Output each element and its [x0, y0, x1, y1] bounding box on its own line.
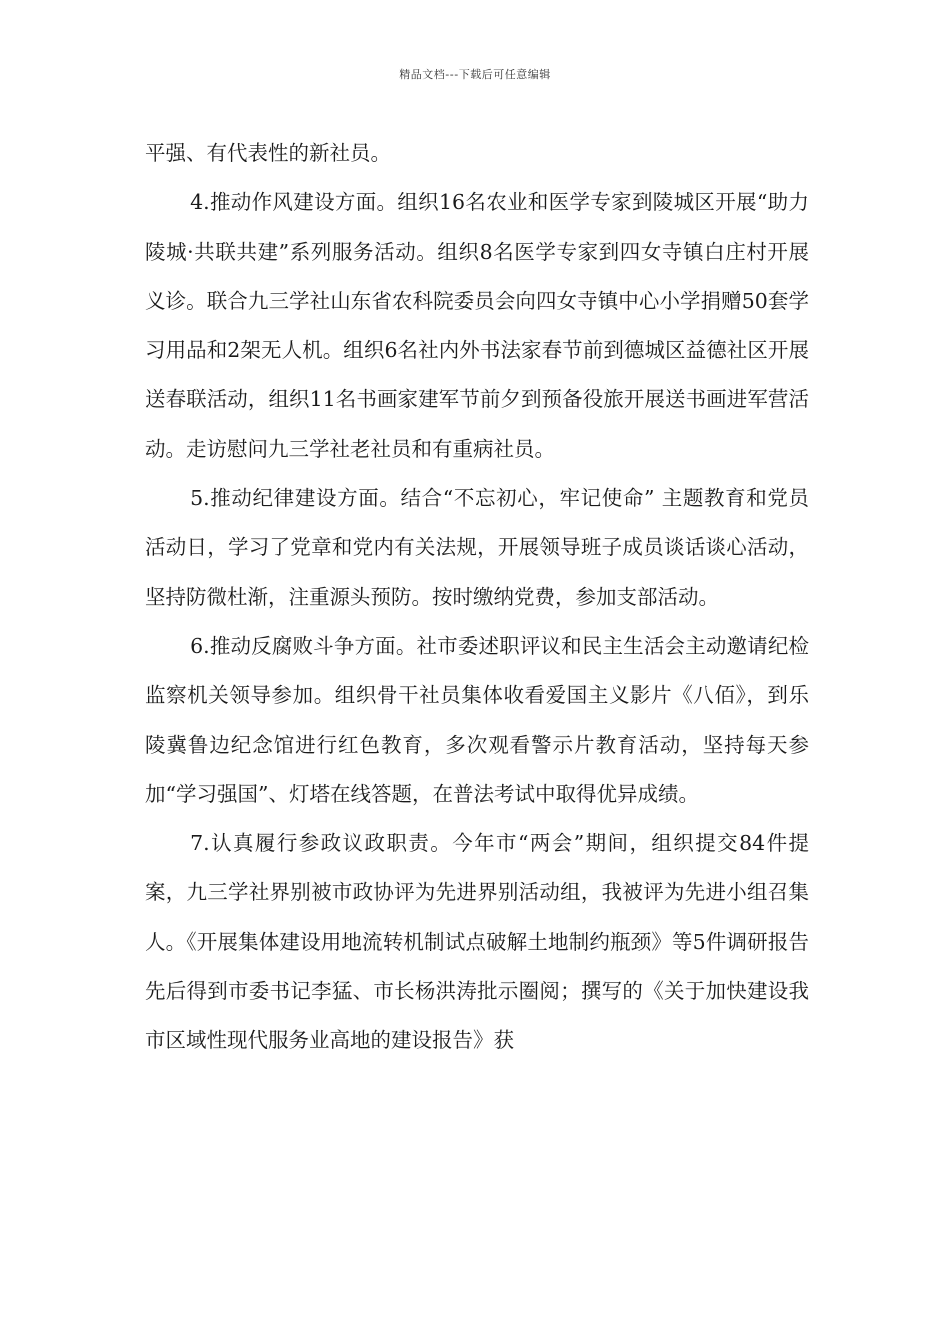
document-body	[145, 129, 809, 1066]
paragraph-style-building: 4.推动作风建设方面。组织16名农业和医学专家到陵城区开展“助力陵城·共联共建”系列服务活动。组织8名医学专家到四女寺镇白庄村开展义诊。联合九三学社山东省农科院委员会向四女寺镇中心小学捐赠50套学习用品和2架无人机。组织6名社内外书法家春节前到德城区益德社区开展送春联活动，组织11名书画家建军节前夕到预备役旅开展送书画进军营活动。走访慰问九三学社老社员和有重病社员。	[145, 190, 809, 461]
paragraph-political-participation: 7.认真履行参政议政职责。今年市“两会”期间，组织提交84件提案，九三学社界别被市政协评为先进界别活动组，我被评为先进小组召集人。《开展集体建设用地流转机制试点破解土地制约瓶颈》等5件调研报告先后得到市委书记李猛、市长杨洪涛批示圈阅；撰写的《关于加快建设我市区域性现代服务业高地的建设报告》获	[145, 831, 809, 1053]
paragraph-continuation: 平强、有代表性的新社员。	[145, 141, 391, 165]
paragraph-discipline-building: 5.推动纪律建设方面。结合“不忘初心，牢记使命” 主题教育和党员活动日，学习了党章和党内有关法规，开展领导班子成员谈话谈心活动，坚持防微杜渐，注重源头预防。按时缴纳党费，参加支部活动。	[145, 486, 809, 609]
page-header: 精品文档---下载后可任意编辑	[399, 68, 551, 81]
paragraph-anti-corruption: 6.推动反腐败斗争方面。社市委述职评议和民主生活会主动邀请纪检监察机关领导参加。组织骨干社员集体收看爱国主义影片《八佰》，到乐陵冀鲁边纪念馆进行红色教育，多次观看警示片教育活动，坚持每天参加“学习强国”、灯塔在线答题，在普法考试中取得优异成绩。	[145, 633, 809, 806]
